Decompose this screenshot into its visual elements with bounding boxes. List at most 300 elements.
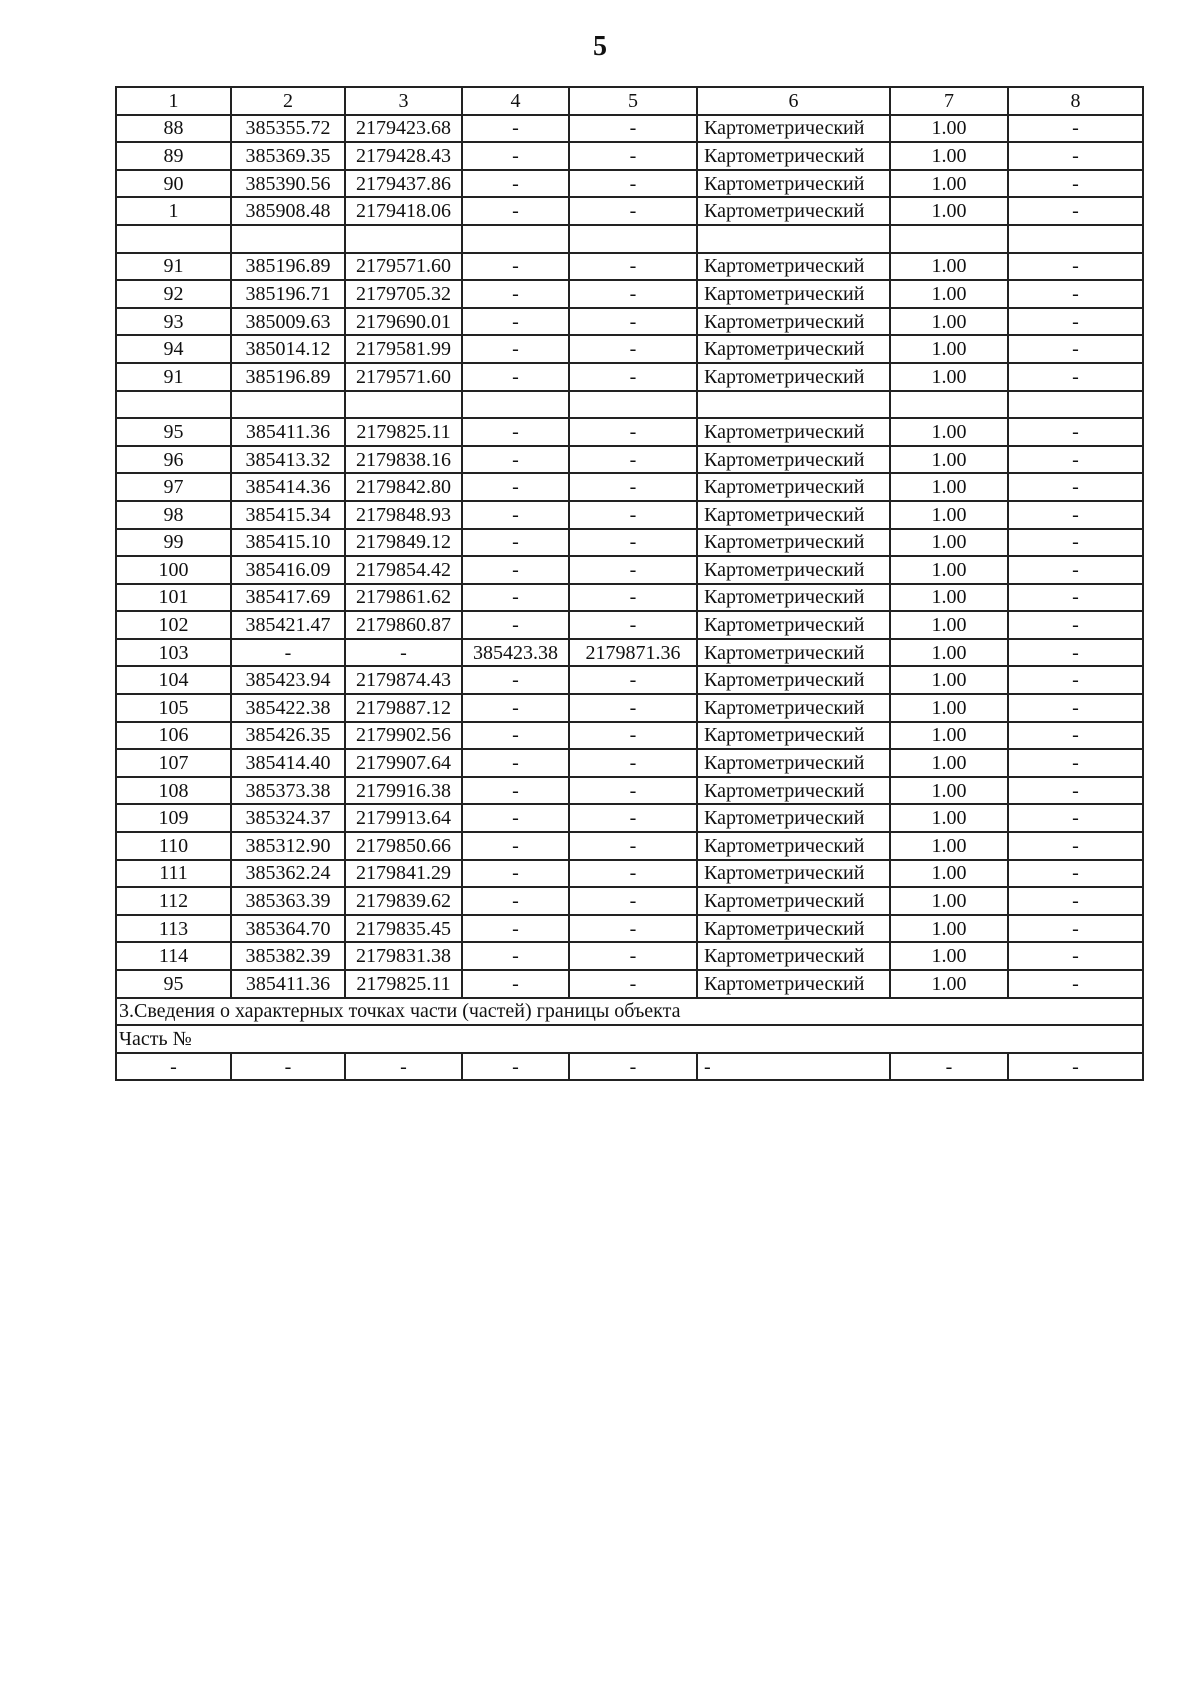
empty-cell <box>1008 225 1143 253</box>
header-cell-1: 1 <box>116 87 231 115</box>
table-cell: - <box>462 970 569 998</box>
table-cell: - <box>569 584 697 612</box>
header-cell-8: 8 <box>1008 87 1143 115</box>
table-cell: 2179842.80 <box>345 473 462 501</box>
table-cell: 1.00 <box>890 694 1008 722</box>
table-cell: 91 <box>116 253 231 281</box>
table-cell: - <box>569 832 697 860</box>
table-cell: 90 <box>116 170 231 198</box>
method-cell: Картометрический <box>697 777 890 805</box>
method-cell: Картометрический <box>697 722 890 750</box>
method-cell: Картометрический <box>697 142 890 170</box>
method-cell: Картометрический <box>697 804 890 832</box>
table-cell: 385423.38 <box>462 639 569 667</box>
empty-cell <box>697 391 890 419</box>
table-cell: - <box>462 860 569 888</box>
table-cell: 2179423.68 <box>345 115 462 143</box>
method-cell: Картометрический <box>697 611 890 639</box>
table-cell: 2179838.16 <box>345 446 462 474</box>
table-cell: - <box>1008 749 1143 777</box>
table-body <box>116 87 1143 1080</box>
table-row <box>116 363 1143 391</box>
table-cell: 1.00 <box>890 777 1008 805</box>
table-cell: - <box>569 915 697 943</box>
table-cell: - <box>1008 694 1143 722</box>
table-cell: - <box>231 639 345 667</box>
table-cell: 1.00 <box>890 584 1008 612</box>
table-cell: - <box>569 556 697 584</box>
table-cell: - <box>462 584 569 612</box>
table-cell: 2179902.56 <box>345 722 462 750</box>
table-cell: 106 <box>116 722 231 750</box>
table-cell: - <box>462 142 569 170</box>
table-cell: 1.00 <box>890 115 1008 143</box>
table-cell: 112 <box>116 887 231 915</box>
table-row <box>116 777 1143 805</box>
table-cell: - <box>462 666 569 694</box>
table-cell: - <box>569 308 697 336</box>
table-cell: - <box>462 556 569 584</box>
table-cell: 2179690.01 <box>345 308 462 336</box>
table-cell: 2179825.11 <box>345 970 462 998</box>
table-row <box>116 860 1143 888</box>
method-cell: Картометрический <box>697 556 890 584</box>
table-row <box>116 197 1143 225</box>
table-cell: 2179850.66 <box>345 832 462 860</box>
table-cell: - <box>569 970 697 998</box>
table-cell: - <box>569 335 697 363</box>
empty-cell <box>462 391 569 419</box>
table-row <box>116 170 1143 198</box>
table-row <box>116 722 1143 750</box>
table-cell: 1.00 <box>890 832 1008 860</box>
method-cell: Картометрический <box>697 942 890 970</box>
table-cell: 2179825.11 <box>345 418 462 446</box>
table-cell: 2179831.38 <box>345 942 462 970</box>
table-row <box>116 639 1143 667</box>
table-row <box>116 115 1143 143</box>
method-cell: Картометрический <box>697 887 890 915</box>
table-row <box>116 253 1143 281</box>
table-cell: - <box>569 115 697 143</box>
table-cell: - <box>1008 253 1143 281</box>
table-cell: 105 <box>116 694 231 722</box>
table-cell: - <box>1008 777 1143 805</box>
table-cell: 2179848.93 <box>345 501 462 529</box>
table-cell: 1.00 <box>890 308 1008 336</box>
table-cell: - <box>569 418 697 446</box>
table-cell: 385390.56 <box>231 170 345 198</box>
table-row <box>116 142 1143 170</box>
method-cell: Картометрический <box>697 970 890 998</box>
table-cell: - <box>462 280 569 308</box>
section-3-title <box>116 998 1143 1026</box>
table-cell: 107 <box>116 749 231 777</box>
table-row <box>116 970 1143 998</box>
empty-cell <box>116 391 231 419</box>
table-cell: - <box>1008 473 1143 501</box>
table-cell: 2179581.99 <box>345 335 462 363</box>
table-cell: 385417.69 <box>231 584 345 612</box>
part-row <box>116 1053 1143 1081</box>
empty-cell <box>345 225 462 253</box>
table-cell: - <box>1008 446 1143 474</box>
method-cell: Картометрический <box>697 446 890 474</box>
method-cell: Картометрический <box>697 860 890 888</box>
method-cell: Картометрический <box>697 694 890 722</box>
header-cell-5: 5 <box>569 87 697 115</box>
method-cell: Картометрический <box>697 363 890 391</box>
table-cell: 2179571.60 <box>345 363 462 391</box>
table-cell: 96 <box>116 446 231 474</box>
table-cell: 110 <box>116 832 231 860</box>
table-row <box>116 887 1143 915</box>
method-cell: Картометрический <box>697 280 890 308</box>
table-cell: 385324.37 <box>231 804 345 832</box>
table-cell: 385421.47 <box>231 611 345 639</box>
table-cell: 91 <box>116 363 231 391</box>
table-cell: - <box>1008 1053 1143 1081</box>
table-cell: 1.00 <box>890 639 1008 667</box>
page-number: 5 <box>593 31 607 62</box>
part-number-label <box>116 1025 1143 1053</box>
table-cell: 111 <box>116 860 231 888</box>
table-cell: 95 <box>116 418 231 446</box>
table-cell: - <box>890 1053 1008 1081</box>
table-cell: 385426.35 <box>231 722 345 750</box>
header-cell-3: 3 <box>345 87 462 115</box>
table-cell: 98 <box>116 501 231 529</box>
table-cell: - <box>1008 860 1143 888</box>
method-cell: Картометрический <box>697 308 890 336</box>
table-cell: - <box>569 501 697 529</box>
table-cell: 1.00 <box>890 942 1008 970</box>
table-cell: 1.00 <box>890 501 1008 529</box>
table-cell: - <box>462 942 569 970</box>
method-cell: Картометрический <box>697 584 890 612</box>
table-cell: 2179841.29 <box>345 860 462 888</box>
table-cell: 385363.39 <box>231 887 345 915</box>
header-cell-6: 6 <box>697 87 890 115</box>
table-cell: - <box>1008 280 1143 308</box>
table-cell: 1.00 <box>890 749 1008 777</box>
table-cell: - <box>1008 970 1143 998</box>
table-cell: - <box>569 860 697 888</box>
table-cell: - <box>1008 501 1143 529</box>
table-cell: 100 <box>116 556 231 584</box>
table-row <box>116 832 1143 860</box>
table-cell: - <box>462 529 569 557</box>
table-cell: 385411.36 <box>231 418 345 446</box>
table-cell: - <box>1008 529 1143 557</box>
table-cell: 385415.10 <box>231 529 345 557</box>
table-cell: 113 <box>116 915 231 943</box>
table-cell: 1.00 <box>890 556 1008 584</box>
table-row <box>116 280 1143 308</box>
table-cell: - <box>462 473 569 501</box>
method-cell: Картометрический <box>697 749 890 777</box>
table-cell: - <box>462 363 569 391</box>
table-cell: - <box>1008 556 1143 584</box>
table-cell: 89 <box>116 142 231 170</box>
table-cell: - <box>1008 639 1143 667</box>
empty-cell <box>697 225 890 253</box>
table-cell: - <box>1008 611 1143 639</box>
table-cell: 1.00 <box>890 860 1008 888</box>
table-cell: - <box>1008 115 1143 143</box>
table-cell: - <box>462 887 569 915</box>
table-cell: - <box>462 115 569 143</box>
table-cell: 2179907.64 <box>345 749 462 777</box>
table-cell: - <box>345 1053 462 1081</box>
method-cell: Картометрический <box>697 639 890 667</box>
table-row <box>116 556 1143 584</box>
table-cell: 385414.36 <box>231 473 345 501</box>
table-cell: 109 <box>116 804 231 832</box>
table-cell: - <box>569 777 697 805</box>
table-cell: 385411.36 <box>231 970 345 998</box>
table-cell: 2179849.12 <box>345 529 462 557</box>
table-cell: - <box>569 611 697 639</box>
table-cell: 385312.90 <box>231 832 345 860</box>
table-cell: 385196.89 <box>231 363 345 391</box>
table-cell: - <box>569 666 697 694</box>
table-cell: - <box>462 777 569 805</box>
table-cell: 1.00 <box>890 363 1008 391</box>
table-cell: - <box>1008 942 1143 970</box>
table-cell: 1.00 <box>890 142 1008 170</box>
table-cell: 2179437.86 <box>345 170 462 198</box>
table-row <box>116 529 1143 557</box>
table-cell: - <box>462 694 569 722</box>
table-row <box>116 666 1143 694</box>
table-cell: 385413.32 <box>231 446 345 474</box>
table-cell: 385414.40 <box>231 749 345 777</box>
method-cell: Картометрический <box>697 418 890 446</box>
table-cell: 2179861.62 <box>345 584 462 612</box>
part-number-label-text: Часть № <box>116 1025 1143 1053</box>
empty-cell <box>116 225 231 253</box>
table-cell: - <box>1008 887 1143 915</box>
table-cell: 2179571.60 <box>345 253 462 281</box>
table-cell: - <box>462 418 569 446</box>
table-cell: 2179839.62 <box>345 887 462 915</box>
empty-cell <box>231 391 345 419</box>
empty-cell <box>569 225 697 253</box>
table-cell: 99 <box>116 529 231 557</box>
table-cell: 88 <box>116 115 231 143</box>
table-cell: - <box>462 1053 569 1081</box>
table-cell: 385416.09 <box>231 556 345 584</box>
method-cell: Картометрический <box>697 115 890 143</box>
table-cell: 385422.38 <box>231 694 345 722</box>
table-cell: - <box>462 749 569 777</box>
table-cell: 2179874.43 <box>345 666 462 694</box>
table-cell: - <box>569 694 697 722</box>
coordinates-table <box>115 86 1144 1081</box>
table-cell: 114 <box>116 942 231 970</box>
table-row <box>116 804 1143 832</box>
table-row <box>116 501 1143 529</box>
table-cell: - <box>569 529 697 557</box>
table-cell: 385355.72 <box>231 115 345 143</box>
method-cell: Картометрический <box>697 170 890 198</box>
table-cell: - <box>1008 308 1143 336</box>
section-3-title-text: 3.Сведения о характерных точках части (частей) границы объекта <box>116 998 1143 1026</box>
table-row <box>116 915 1143 943</box>
table-cell: 1.00 <box>890 722 1008 750</box>
table-cell: 2179835.45 <box>345 915 462 943</box>
empty-cell <box>462 225 569 253</box>
table-row <box>116 611 1143 639</box>
table-cell: - <box>462 611 569 639</box>
method-cell: Картометрический <box>697 197 890 225</box>
table-cell: - <box>569 280 697 308</box>
table-cell: - <box>569 142 697 170</box>
table-cell: - <box>569 446 697 474</box>
table-cell: - <box>569 749 697 777</box>
table-cell: - <box>462 832 569 860</box>
table-cell: - <box>569 804 697 832</box>
table-row <box>116 694 1143 722</box>
empty-cell <box>569 391 697 419</box>
table-cell: - <box>462 308 569 336</box>
table-cell: 104 <box>116 666 231 694</box>
separator-row <box>116 391 1143 419</box>
method-cell: Картометрический <box>697 832 890 860</box>
table-cell: - <box>345 639 462 667</box>
table-cell: 95 <box>116 970 231 998</box>
table-cell: 385009.63 <box>231 308 345 336</box>
table-cell: - <box>116 1053 231 1081</box>
table-row <box>116 335 1143 363</box>
empty-cell <box>890 391 1008 419</box>
method-cell: Картометрический <box>697 501 890 529</box>
table-cell: 1.00 <box>890 611 1008 639</box>
table-row <box>116 473 1143 501</box>
table-cell: 1.00 <box>890 915 1008 943</box>
table-cell: 94 <box>116 335 231 363</box>
table-cell: - <box>1008 804 1143 832</box>
table-cell: - <box>1008 335 1143 363</box>
table-cell: 2179428.43 <box>345 142 462 170</box>
table-cell: 385196.71 <box>231 280 345 308</box>
table-cell: 1.00 <box>890 197 1008 225</box>
header-cell-7: 7 <box>890 87 1008 115</box>
table-cell: - <box>569 363 697 391</box>
table-cell: 108 <box>116 777 231 805</box>
table-cell: 1.00 <box>890 529 1008 557</box>
table-cell: 385362.24 <box>231 860 345 888</box>
table-cell: 1.00 <box>890 666 1008 694</box>
table-cell: 385369.35 <box>231 142 345 170</box>
table-cell: - <box>462 915 569 943</box>
table-cell: 385423.94 <box>231 666 345 694</box>
table-cell: - <box>1008 418 1143 446</box>
table-cell: 1.00 <box>890 253 1008 281</box>
table-cell: 2179854.42 <box>345 556 462 584</box>
method-cell: Картометрический <box>697 253 890 281</box>
table-cell: 385382.39 <box>231 942 345 970</box>
table-row <box>116 942 1143 970</box>
table-cell: - <box>569 887 697 915</box>
empty-cell <box>1008 391 1143 419</box>
table-cell: - <box>462 170 569 198</box>
table-cell: - <box>569 942 697 970</box>
table-cell: 385373.38 <box>231 777 345 805</box>
table-cell: - <box>462 804 569 832</box>
table-cell: 1.00 <box>890 473 1008 501</box>
table-cell: - <box>462 501 569 529</box>
table-row <box>116 749 1143 777</box>
table-cell: - <box>569 1053 697 1081</box>
table-cell: - <box>1008 832 1143 860</box>
table-cell: 2179913.64 <box>345 804 462 832</box>
header-cell-2: 2 <box>231 87 345 115</box>
method-cell: Картометрический <box>697 529 890 557</box>
empty-cell <box>345 391 462 419</box>
table-cell: 1.00 <box>890 280 1008 308</box>
empty-cell <box>231 225 345 253</box>
table-cell: 1.00 <box>890 170 1008 198</box>
table-cell: - <box>569 197 697 225</box>
table-cell: 103 <box>116 639 231 667</box>
table-cell: 93 <box>116 308 231 336</box>
method-cell: Картометрический <box>697 915 890 943</box>
table-cell: 2179871.36 <box>569 639 697 667</box>
table-cell: - <box>569 170 697 198</box>
separator-row <box>116 225 1143 253</box>
table-cell: 2179705.32 <box>345 280 462 308</box>
method-cell: Картометрический <box>697 666 890 694</box>
table-cell: 1 <box>116 197 231 225</box>
header-row <box>116 87 1143 115</box>
table-cell: - <box>462 722 569 750</box>
table-row <box>116 584 1143 612</box>
table-cell: - <box>569 473 697 501</box>
table-row <box>116 418 1143 446</box>
table-cell: - <box>1008 666 1143 694</box>
table-cell: - <box>1008 722 1143 750</box>
method-cell: - <box>697 1053 890 1081</box>
table-cell: 1.00 <box>890 887 1008 915</box>
table-cell: 102 <box>116 611 231 639</box>
table-cell: - <box>1008 915 1143 943</box>
table-cell: - <box>462 446 569 474</box>
table-cell: 385364.70 <box>231 915 345 943</box>
header-cell-4: 4 <box>462 87 569 115</box>
table-cell: 1.00 <box>890 446 1008 474</box>
table-cell: - <box>462 253 569 281</box>
method-cell: Картометрический <box>697 335 890 363</box>
table-cell: 385908.48 <box>231 197 345 225</box>
table-cell: 97 <box>116 473 231 501</box>
table-cell: 2179418.06 <box>345 197 462 225</box>
table-cell: - <box>1008 363 1143 391</box>
table-cell: - <box>1008 170 1143 198</box>
table-cell: - <box>1008 142 1143 170</box>
table-cell: 101 <box>116 584 231 612</box>
table-cell: 1.00 <box>890 804 1008 832</box>
table-cell: 385196.89 <box>231 253 345 281</box>
table-cell: 385014.12 <box>231 335 345 363</box>
table-cell: - <box>1008 197 1143 225</box>
table-row <box>116 446 1143 474</box>
table-cell: 2179916.38 <box>345 777 462 805</box>
table-cell: - <box>569 722 697 750</box>
table-cell: - <box>569 253 697 281</box>
table-cell: 92 <box>116 280 231 308</box>
